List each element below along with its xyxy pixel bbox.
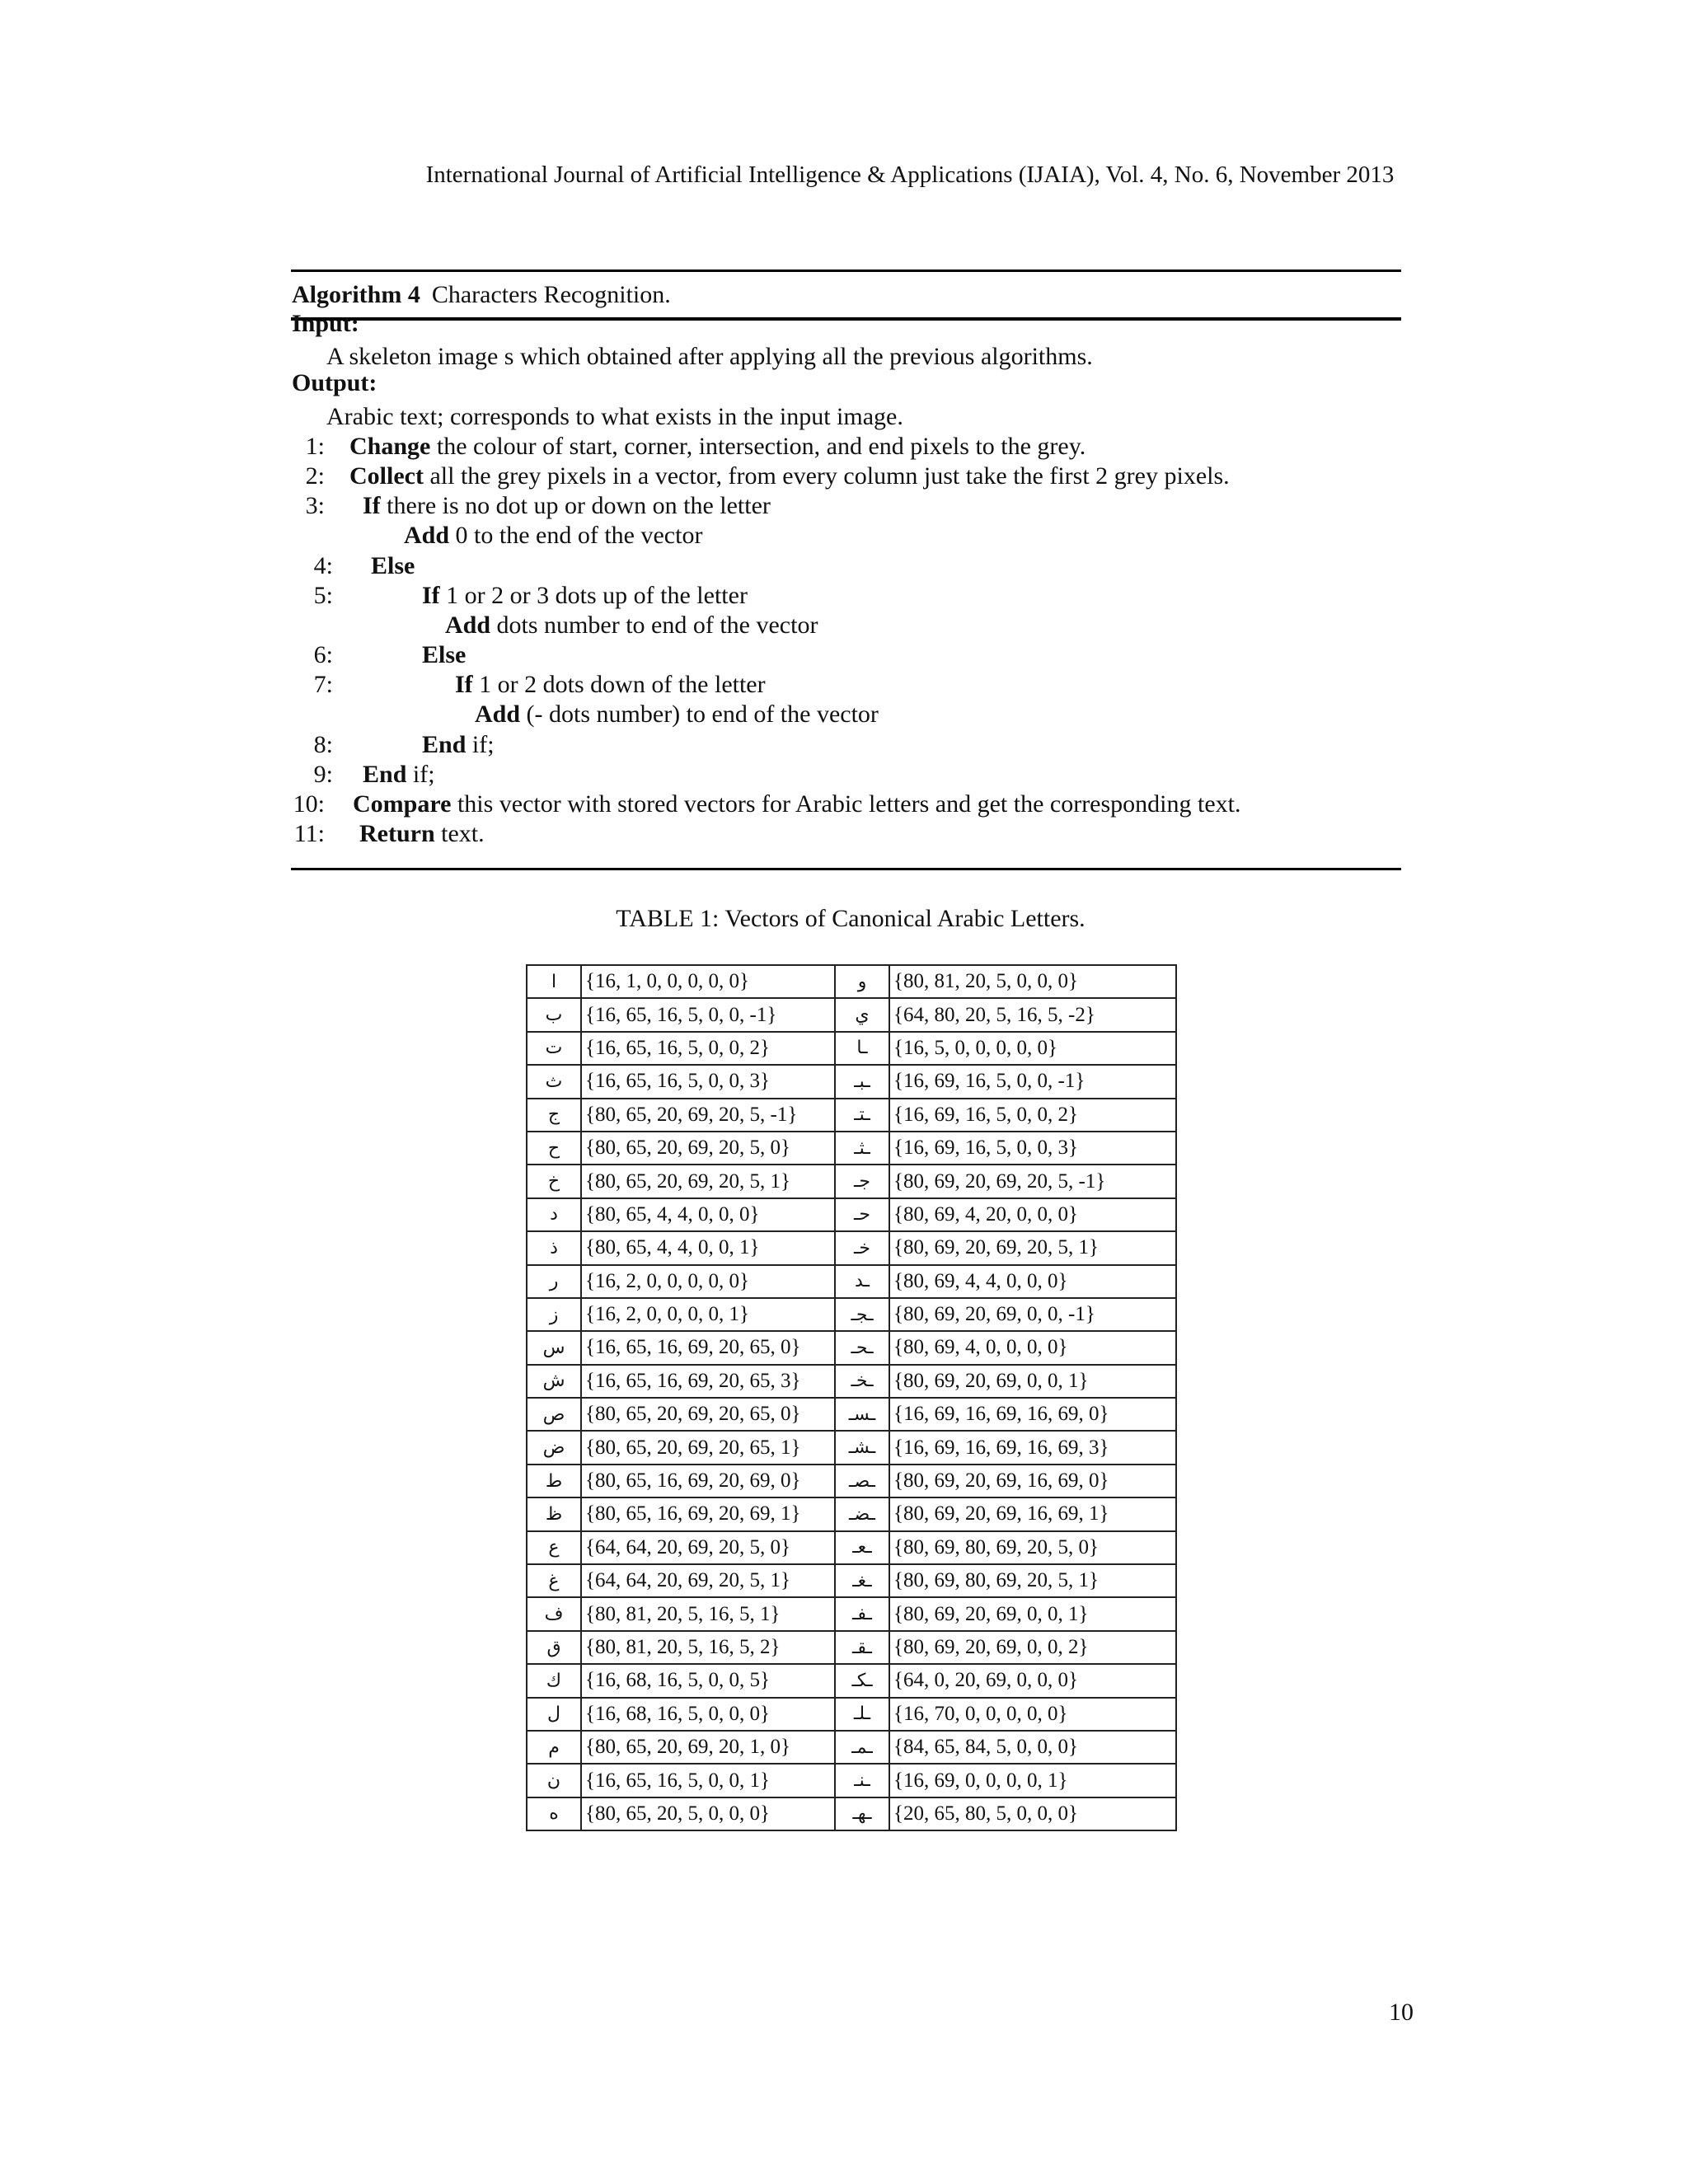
algorithm-step <box>292 551 1401 581</box>
step-keyword: Else <box>422 641 467 669</box>
table-row <box>527 1797 1176 1830</box>
algorithm-title <box>292 281 671 309</box>
isolated-letter: ط <box>527 1465 581 1497</box>
algorithm-step <box>292 670 1401 700</box>
step-text <box>353 790 1241 819</box>
step-rest: this vector with stored vectors for Arabic letters and get the corresponding text. <box>451 790 1241 818</box>
connected-letter: ـقـ <box>835 1631 889 1664</box>
table-row <box>527 1165 1176 1197</box>
output-description: Arabic text; corresponds to what exists in the input image. <box>326 402 903 430</box>
isolated-letter: ض <box>527 1431 581 1464</box>
algorithm-step <box>292 819 1401 849</box>
isolated-vector: {16, 68, 16, 5, 0, 0, 0} <box>581 1698 835 1731</box>
connected-letter: ـسـ <box>835 1398 889 1431</box>
connected-letter: ـكـ <box>835 1664 889 1697</box>
connected-vector: {80, 69, 4, 0, 0, 0, 0} <box>889 1331 1176 1364</box>
algorithm-step <box>292 491 1401 521</box>
algorithm-step <box>292 790 1401 819</box>
connected-vector: {80, 69, 80, 69, 20, 5, 1} <box>889 1564 1176 1597</box>
isolated-letter: ر <box>527 1265 581 1298</box>
isolated-vector: {80, 65, 20, 69, 20, 1, 0} <box>581 1731 835 1764</box>
isolated-vector: {80, 81, 20, 5, 16, 5, 2} <box>581 1631 835 1664</box>
table-row <box>527 1331 1176 1364</box>
algorithm-step <box>292 640 1401 670</box>
algorithm-step <box>292 462 1401 491</box>
table-row <box>527 1698 1176 1731</box>
isolated-vector: {16, 65, 16, 5, 0, 0, 3} <box>581 1065 835 1098</box>
connected-vector: {80, 69, 80, 69, 20, 5, 0} <box>889 1531 1176 1564</box>
input-description: A skeleton image s which obtained after applying all the previous algorithms. <box>326 343 1093 371</box>
isolated-vector: {80, 65, 20, 5, 0, 0, 0} <box>581 1797 835 1830</box>
connected-letter: ـهـ <box>835 1797 889 1830</box>
step-keyword: Add <box>475 701 521 729</box>
step-rest: (- dots number) to end of the vector <box>520 701 879 729</box>
step-rest: text. <box>434 820 485 848</box>
connected-vector: {80, 69, 4, 4, 0, 0, 0} <box>889 1265 1176 1298</box>
table-row <box>527 1531 1176 1564</box>
step-rest: all the grey pixels in a vector, from every column just take the first 2 grey pixels. <box>423 462 1230 490</box>
step-keyword: Else <box>371 551 415 579</box>
isolated-vector: {16, 65, 16, 5, 0, 0, 2} <box>581 1032 835 1065</box>
isolated-letter: ه <box>527 1797 581 1830</box>
table-row <box>527 1664 1176 1697</box>
step-number: 2: <box>305 462 325 490</box>
step-keyword: Add <box>445 611 491 639</box>
step-text <box>371 551 415 581</box>
isolated-vector: {80, 65, 20, 69, 20, 65, 1} <box>581 1431 835 1464</box>
isolated-letter: ق <box>527 1631 581 1664</box>
algorithm-body <box>292 312 1401 849</box>
step-number: 1: <box>305 432 325 460</box>
step-number: 4: <box>313 551 333 579</box>
isolated-letter: د <box>527 1198 581 1231</box>
input-heading: Input: <box>292 310 359 337</box>
step-number: 5: <box>313 581 333 609</box>
isolated-vector: {80, 65, 20, 69, 20, 5, 0} <box>581 1132 835 1165</box>
connected-vector: {80, 69, 20, 69, 20, 5, -1} <box>889 1165 1176 1197</box>
isolated-vector: {80, 65, 20, 69, 20, 5, 1} <box>581 1165 835 1197</box>
algorithm-step <box>292 760 1401 790</box>
step-keyword: Change <box>349 432 431 460</box>
connected-vector: {16, 69, 0, 0, 0, 0, 1} <box>889 1764 1176 1797</box>
step-keyword: If <box>422 581 440 609</box>
step-rest: 1 or 2 dots down of the letter <box>472 671 766 699</box>
isolated-vector: {16, 2, 0, 0, 0, 0, 1} <box>581 1298 835 1331</box>
table-row <box>527 1032 1176 1065</box>
isolated-vector: {80, 65, 16, 69, 20, 69, 1} <box>581 1497 835 1530</box>
isolated-vector: {80, 65, 4, 4, 0, 0, 1} <box>581 1231 835 1264</box>
isolated-vector: {16, 65, 16, 5, 0, 0, 1} <box>581 1764 835 1797</box>
arabic-letter-vectors-table <box>526 964 1177 1831</box>
table-row <box>527 1497 1176 1530</box>
connected-letter: جـ <box>835 1165 889 1197</box>
isolated-vector: {80, 65, 4, 4, 0, 0, 0} <box>581 1198 835 1231</box>
step-keyword: Return <box>359 820 435 848</box>
connected-vector: {80, 69, 20, 69, 0, 0, 1} <box>889 1597 1176 1630</box>
table-row <box>527 1065 1176 1098</box>
isolated-vector: {16, 65, 16, 5, 0, 0, -1} <box>581 998 835 1031</box>
isolated-letter: ج <box>527 1099 581 1132</box>
step-text <box>359 819 485 849</box>
algorithm-label: Algorithm 4 <box>292 281 420 308</box>
output-heading: Output: <box>292 369 377 397</box>
connected-letter: ـنـ <box>835 1764 889 1797</box>
connected-letter: ـغـ <box>835 1564 889 1597</box>
isolated-letter: ع <box>527 1531 581 1564</box>
connected-letter: و <box>835 965 889 998</box>
step-number: 10: <box>293 790 325 818</box>
step-number: 7: <box>313 671 333 699</box>
step-text <box>445 611 818 640</box>
step-rest: there is no dot up or down on the letter <box>380 492 771 520</box>
isolated-letter: ذ <box>527 1231 581 1264</box>
table-row <box>527 1597 1176 1630</box>
connected-vector: {80, 69, 20, 69, 16, 69, 1} <box>889 1497 1176 1530</box>
table-row <box>527 1631 1176 1664</box>
step-text <box>349 462 1230 491</box>
isolated-letter: خ <box>527 1165 581 1197</box>
connected-vector: {80, 69, 20, 69, 16, 69, 0} <box>889 1465 1176 1497</box>
connected-vector: {80, 69, 20, 69, 20, 5, 1} <box>889 1231 1176 1264</box>
step-rest: if; <box>466 730 495 758</box>
step-keyword: Collect <box>349 462 424 490</box>
connected-letter: ـد <box>835 1265 889 1298</box>
isolated-vector: {16, 65, 16, 69, 20, 65, 0} <box>581 1331 835 1364</box>
connected-vector: {16, 69, 16, 69, 16, 69, 0} <box>889 1398 1176 1431</box>
table-row <box>527 1431 1176 1464</box>
page-number: 10 <box>1389 1999 1414 2026</box>
table-row <box>527 1764 1176 1797</box>
isolated-vector: {80, 65, 20, 69, 20, 65, 0} <box>581 1398 835 1431</box>
table-row <box>527 965 1176 998</box>
isolated-vector: {80, 81, 20, 5, 16, 5, 1} <box>581 1597 835 1630</box>
step-number: 6: <box>313 641 333 669</box>
algorithm-top-rule <box>291 269 1401 272</box>
isolated-vector: {80, 65, 20, 69, 20, 5, -1} <box>581 1099 835 1132</box>
connected-vector: {80, 81, 20, 5, 0, 0, 0} <box>889 965 1176 998</box>
isolated-letter: غ <box>527 1564 581 1597</box>
table-row <box>527 1564 1176 1597</box>
connected-vector: {64, 0, 20, 69, 0, 0, 0} <box>889 1664 1176 1697</box>
algorithm-bottom-rule <box>291 868 1401 870</box>
connected-vector: {16, 5, 0, 0, 0, 0, 0} <box>889 1032 1176 1065</box>
connected-letter: ـشـ <box>835 1431 889 1464</box>
step-number: 3: <box>305 492 325 520</box>
connected-letter: ي <box>835 998 889 1031</box>
isolated-letter: ب <box>527 998 581 1031</box>
step-keyword: If <box>363 492 381 520</box>
connected-letter: ـصـ <box>835 1465 889 1497</box>
step-number: 8: <box>313 730 333 758</box>
step-text <box>422 581 748 611</box>
connected-letter: ـتـ <box>835 1099 889 1132</box>
table-caption: TABLE 1: Vectors of Canonical Arabic Letters. <box>616 905 1085 932</box>
table-row <box>527 1298 1176 1331</box>
connected-vector: {16, 69, 16, 5, 0, 0, 3} <box>889 1132 1176 1165</box>
table-row <box>527 1265 1176 1298</box>
isolated-vector: {64, 64, 20, 69, 20, 5, 0} <box>581 1531 835 1564</box>
isolated-letter: ف <box>527 1597 581 1630</box>
algorithm-step <box>292 581 1401 611</box>
connected-letter: ـلـ <box>835 1698 889 1731</box>
table-row <box>527 1365 1176 1398</box>
connected-letter: ـخـ <box>835 1365 889 1398</box>
algorithm-step <box>292 432 1401 462</box>
isolated-vector: {16, 2, 0, 0, 0, 0, 0} <box>581 1265 835 1298</box>
algorithm-step <box>292 730 1401 760</box>
connected-vector: {20, 65, 80, 5, 0, 0, 0} <box>889 1797 1176 1830</box>
isolated-vector: {80, 65, 16, 69, 20, 69, 0} <box>581 1465 835 1497</box>
connected-letter: خـ <box>835 1231 889 1264</box>
table-row <box>527 998 1176 1031</box>
step-rest: 0 to the end of the vector <box>449 522 703 550</box>
algorithm-step <box>292 611 1401 640</box>
connected-letter: ـحـ <box>835 1331 889 1364</box>
connected-vector: {80, 69, 20, 69, 0, 0, -1} <box>889 1298 1176 1331</box>
step-text <box>475 700 879 729</box>
connected-vector: {64, 80, 20, 5, 16, 5, -2} <box>889 998 1176 1031</box>
step-text <box>455 670 766 700</box>
isolated-letter: م <box>527 1731 581 1764</box>
step-rest: dots number to end of the vector <box>490 611 818 639</box>
step-rest: if; <box>406 760 435 788</box>
step-keyword: Compare <box>353 790 452 818</box>
connected-letter: ـعـ <box>835 1531 889 1564</box>
isolated-letter: ك <box>527 1664 581 1697</box>
step-rest: 1 or 2 or 3 dots up of the letter <box>439 581 748 609</box>
connected-letter: ـثـ <box>835 1132 889 1165</box>
step-keyword: End <box>363 760 407 788</box>
connected-vector: {80, 69, 20, 69, 0, 0, 1} <box>889 1365 1176 1398</box>
algorithm-step <box>292 700 1401 729</box>
step-keyword: If <box>455 671 473 699</box>
isolated-letter: ح <box>527 1132 581 1165</box>
step-text <box>422 730 495 760</box>
connected-vector: {16, 69, 16, 5, 0, 0, -1} <box>889 1065 1176 1098</box>
isolated-letter: ث <box>527 1065 581 1098</box>
running-header: International Journal of Artificial Intelligence & Applications (IJAIA), Vol. 4, No. 6, November 2013 <box>425 162 1395 188</box>
connected-vector: {84, 65, 84, 5, 0, 0, 0} <box>889 1731 1176 1764</box>
isolated-letter: س <box>527 1331 581 1364</box>
connected-vector: {80, 69, 4, 20, 0, 0, 0} <box>889 1198 1176 1231</box>
step-number: 11: <box>293 820 325 848</box>
connected-vector: {16, 70, 0, 0, 0, 0, 0} <box>889 1698 1176 1731</box>
table-row <box>527 1398 1176 1431</box>
connected-letter: ـبـ <box>835 1065 889 1098</box>
isolated-letter: ن <box>527 1764 581 1797</box>
table-row <box>527 1231 1176 1264</box>
algorithm-name: Characters Recognition. <box>431 281 671 308</box>
step-keyword: End <box>422 730 467 758</box>
step-text <box>363 491 771 521</box>
isolated-vector: {16, 65, 16, 69, 20, 65, 3} <box>581 1365 835 1398</box>
step-number: 9: <box>313 760 333 788</box>
isolated-letter: ا <box>527 965 581 998</box>
connected-letter: ـفـ <box>835 1597 889 1630</box>
isolated-vector: {64, 64, 20, 69, 20, 5, 1} <box>581 1564 835 1597</box>
isolated-letter: ش <box>527 1365 581 1398</box>
algorithm-step <box>292 521 1401 551</box>
connected-letter: حـ <box>835 1198 889 1231</box>
connected-vector: {16, 69, 16, 69, 16, 69, 3} <box>889 1431 1176 1464</box>
connected-vector: {16, 69, 16, 5, 0, 0, 2} <box>889 1099 1176 1132</box>
step-keyword: Add <box>404 522 450 550</box>
algorithm-steps <box>292 432 1401 850</box>
isolated-letter: ت <box>527 1032 581 1065</box>
connected-letter: ـجـ <box>835 1298 889 1331</box>
isolated-vector: {16, 1, 0, 0, 0, 0, 0} <box>581 965 835 998</box>
connected-letter: ـا <box>835 1032 889 1065</box>
step-text <box>363 760 435 790</box>
connected-letter: ـضـ <box>835 1497 889 1530</box>
table-row <box>527 1731 1176 1764</box>
isolated-letter: ظ <box>527 1497 581 1530</box>
isolated-letter: ز <box>527 1298 581 1331</box>
connected-letter: ـمـ <box>835 1731 889 1764</box>
step-text <box>422 640 466 670</box>
table-row <box>527 1132 1176 1165</box>
step-text <box>349 432 1085 462</box>
step-rest: the colour of start, corner, intersection, and end pixels to the grey. <box>430 432 1086 460</box>
table-row <box>527 1099 1176 1132</box>
isolated-letter: ل <box>527 1698 581 1731</box>
isolated-letter: ص <box>527 1398 581 1431</box>
connected-vector: {80, 69, 20, 69, 0, 0, 2} <box>889 1631 1176 1664</box>
table-row <box>527 1198 1176 1231</box>
isolated-vector: {16, 68, 16, 5, 0, 0, 5} <box>581 1664 835 1697</box>
table-row <box>527 1465 1176 1497</box>
step-text <box>404 521 702 551</box>
